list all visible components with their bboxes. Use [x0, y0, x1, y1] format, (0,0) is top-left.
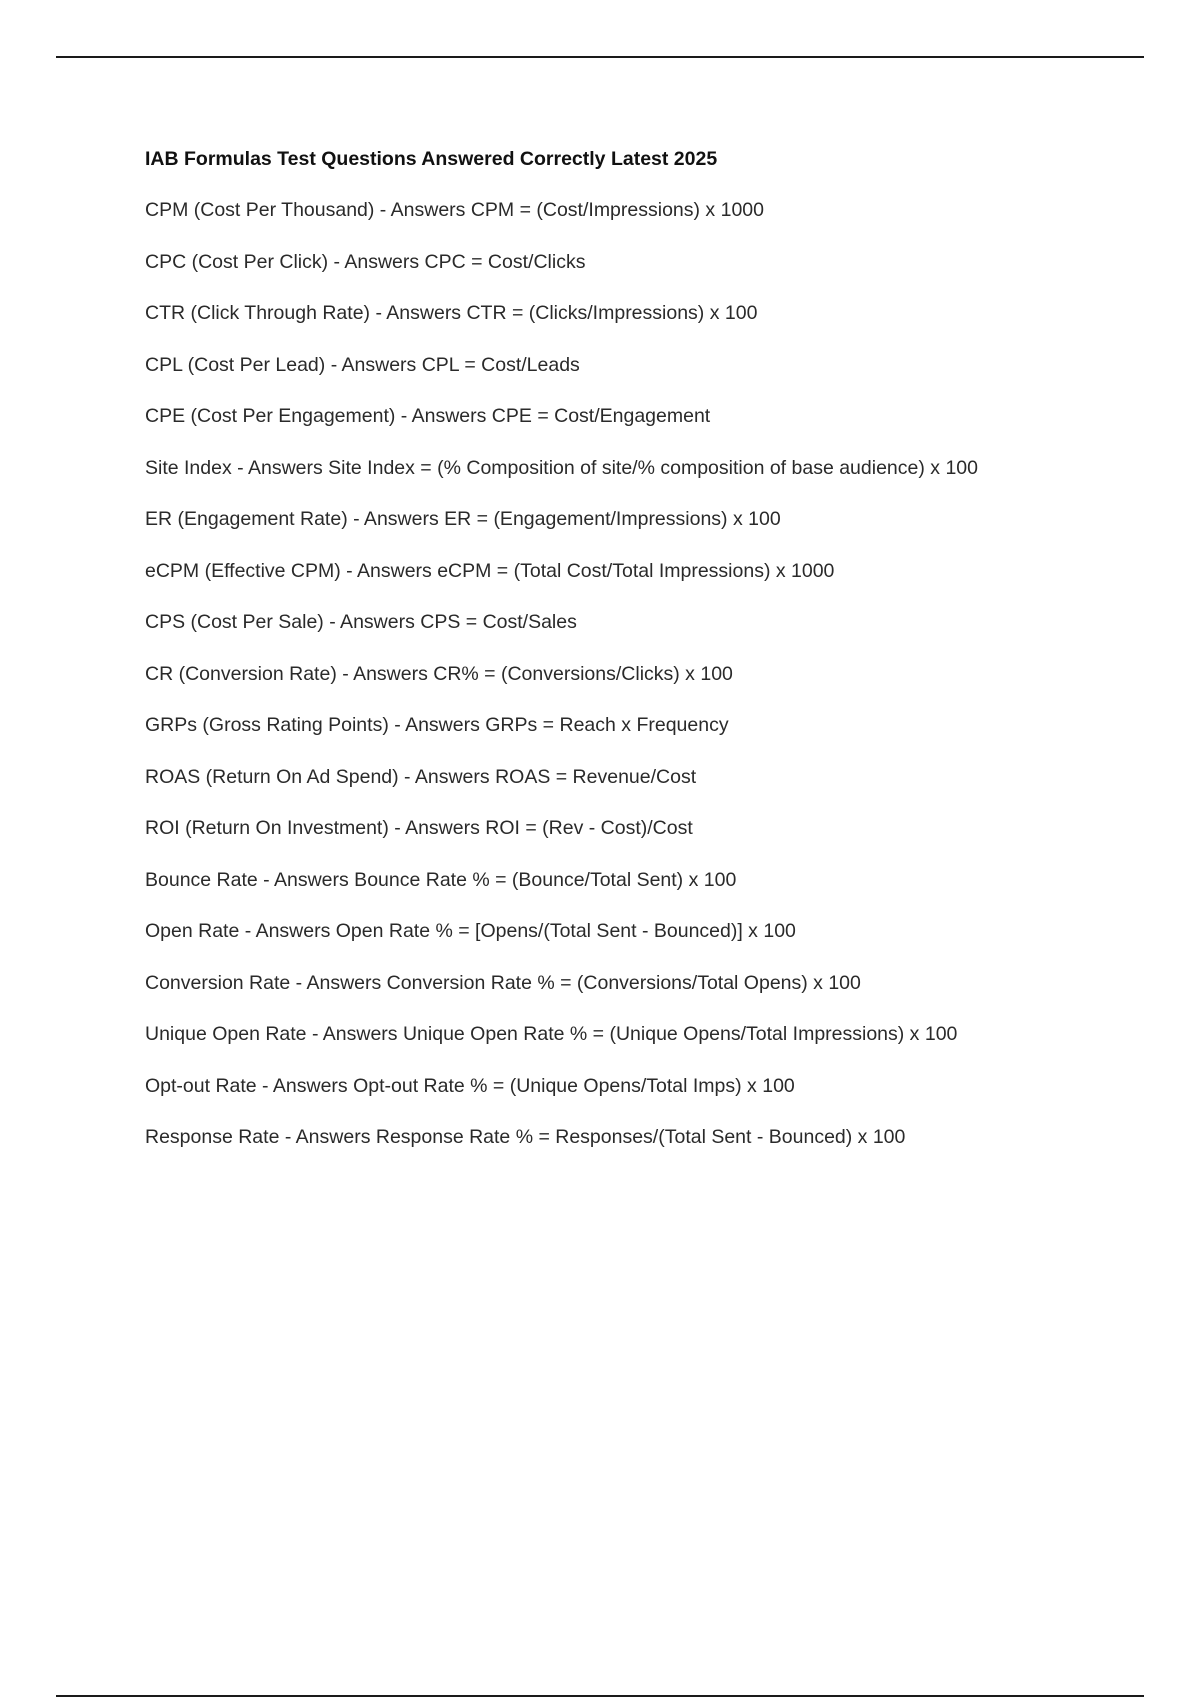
formula-line-ecpm: eCPM (Effective CPM) - Answers eCPM = (Total Cost/Total Impressions) x 1000: [145, 559, 835, 582]
formula-line-open-rate: Open Rate - Answers Open Rate % = [Opens/(Total Sent - Bounced)] x 100: [145, 920, 796, 942]
formula-line-roas: ROAS (Return On Ad Spend) - Answers ROAS = Revenue/Cost: [145, 765, 697, 788]
formula-line-opt-out-rate: Opt-out Rate - Answers Opt-out Rate % = (Unique Opens/Total Imps) x 100: [145, 1074, 795, 1097]
formula-line-ctr: CTR (Click Through Rate) - Answers CTR = (Clicks/Impressions) x 100: [145, 302, 758, 324]
formula-line-cpe: CPE (Cost Per Engagement) - Answers CPE = Cost/Engagement: [145, 405, 711, 427]
formula-line-roi: ROI (Return On Investment) - Answers ROI = (Rev - Cost)/Cost: [145, 817, 693, 839]
formula-line-bounce-rate: Bounce Rate - Answers Bounce Rate % = (Bounce/Total Sent) x 100: [145, 868, 737, 891]
formula-line-cpc: CPC (Cost Per Click) - Answers CPC = Cost/Clicks: [145, 250, 586, 273]
formula-list: [145, 197, 1145, 1150]
formula-line-cpm: CPM (Cost Per Thousand) - Answers CPM = (Cost/Impressions) x 1000: [145, 199, 764, 221]
formula-line-er: ER (Engagement Rate) - Answers ER = (Engagement/Impressions) x 100: [145, 508, 781, 530]
formula-line-cr: CR (Conversion Rate) - Answers CR% = (Conversions/Clicks) x 100: [145, 662, 733, 685]
formula-line-response-rate: Response Rate - Answers Response Rate % = Responses/(Total Sent - Bounced) x 100: [145, 1126, 906, 1148]
formula-line-conversion-rate: Conversion Rate - Answers Conversion Rate % = (Conversions/Total Opens) x 100: [145, 971, 861, 994]
formula-line-site-index: Site Index - Answers Site Index = (% Composition of site/% composition of base audience) x 100: [145, 456, 978, 479]
document-title: IAB Formulas Test Questions Answered Correctly Latest 2025: [145, 148, 718, 170]
formula-line-cps: CPS (Cost Per Sale) - Answers CPS = Cost/Sales: [145, 611, 577, 633]
formula-line-cpl: CPL (Cost Per Lead) - Answers CPL = Cost/Leads: [145, 353, 580, 376]
document-body: [145, 146, 1145, 1176]
bottom-rule: [56, 1695, 1144, 1697]
formula-line-unique-open-rate: Unique Open Rate - Answers Unique Open Rate % = (Unique Opens/Total Impressions) x 100: [145, 1023, 958, 1045]
top-rule: [56, 56, 1144, 58]
formula-line-grps: GRPs (Gross Rating Points) - Answers GRPs = Reach x Frequency: [145, 714, 729, 736]
